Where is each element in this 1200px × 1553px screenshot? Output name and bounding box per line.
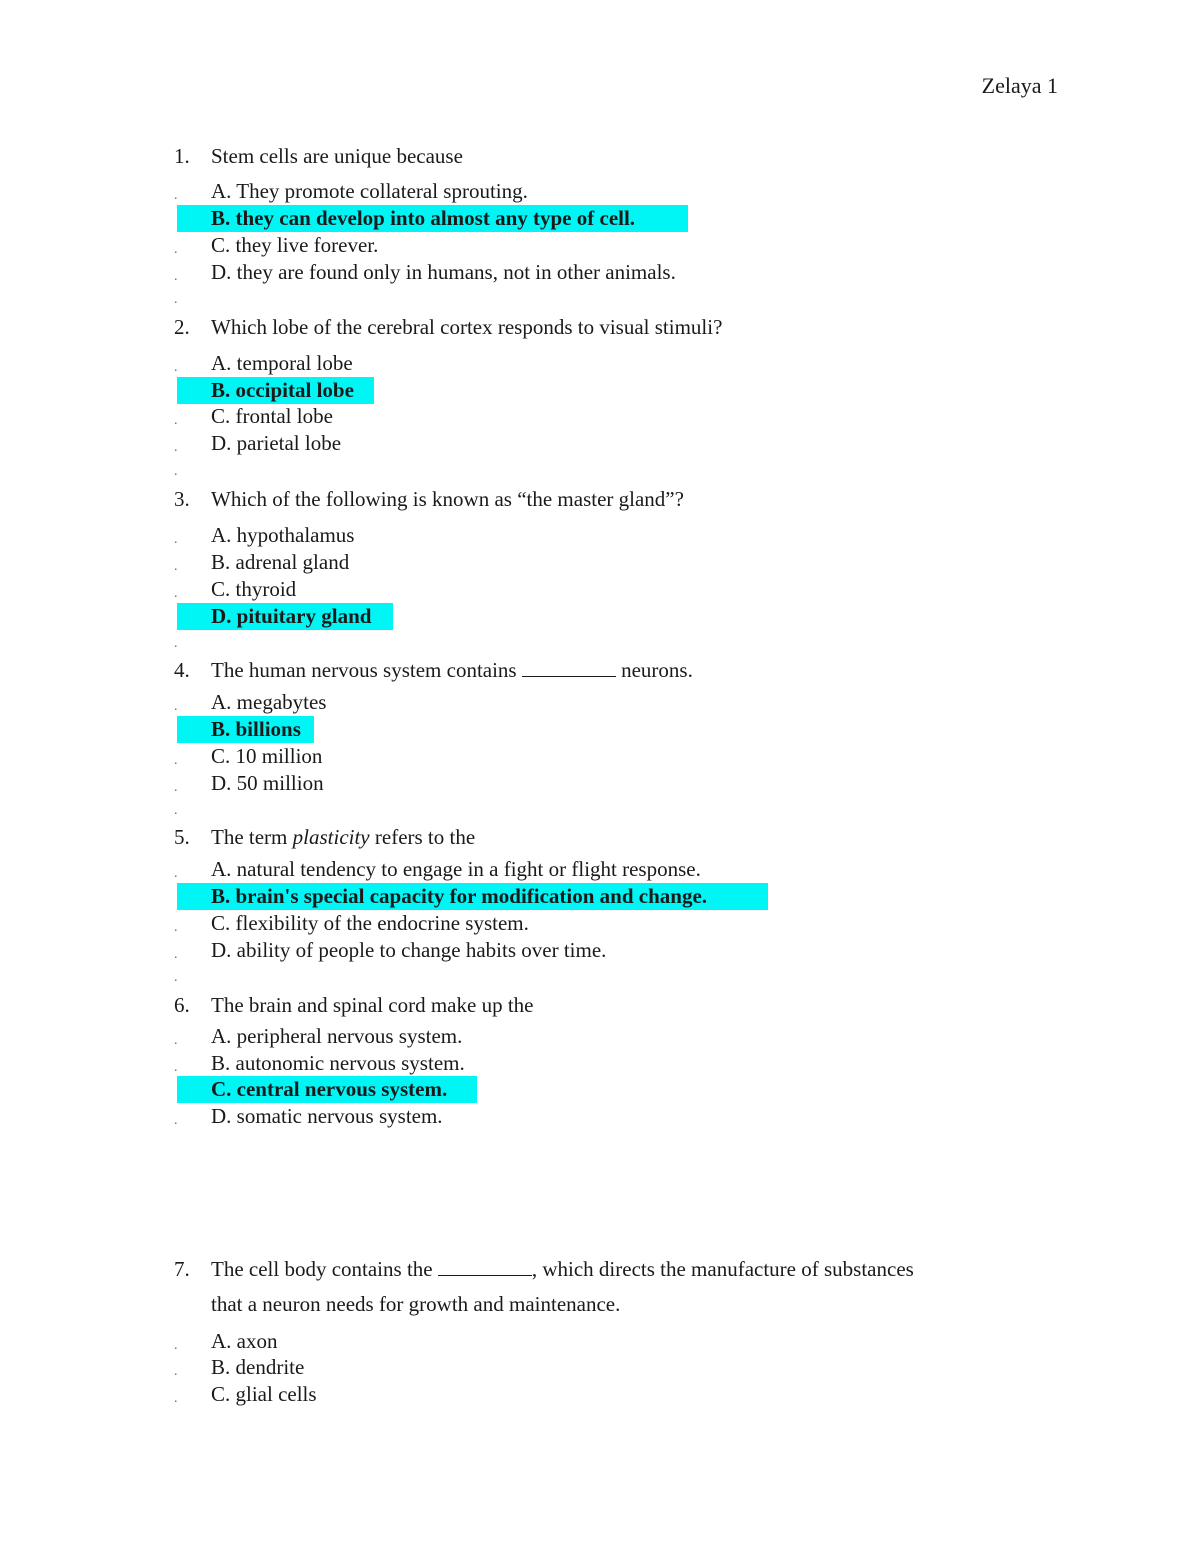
bullet-dot: .	[174, 920, 178, 935]
question-text: The cell body contains the , which directs the manufacture of substances	[211, 1257, 914, 1281]
bullet-dot: .	[174, 1060, 178, 1075]
question-number: 4.	[174, 658, 190, 682]
option-label: A. temporal lobe	[211, 351, 353, 375]
option-3c	[0, 576, 1200, 603]
option-label: A. peripheral nervous system.	[211, 1024, 463, 1048]
option-label: C. central nervous system.	[211, 1077, 448, 1101]
option-4d	[0, 770, 1200, 797]
option-6a	[0, 1023, 1200, 1050]
option-4a	[0, 689, 1200, 716]
answer-blank	[438, 1257, 532, 1276]
option-label: B. autonomic nervous system.	[211, 1051, 465, 1075]
question-text: The human nervous system contains neurons.	[211, 658, 693, 682]
option-2b-correct	[0, 377, 1200, 404]
option-label: C. thyroid	[211, 577, 297, 601]
question-number: 5.	[174, 825, 190, 849]
option-3b	[0, 549, 1200, 576]
bullet-dot: .	[174, 440, 178, 455]
bullet-dot: .	[174, 970, 178, 985]
option-label: C. glial cells	[211, 1382, 317, 1406]
option-label: D. somatic nervous system.	[211, 1104, 443, 1128]
bullet-dot: .	[174, 464, 178, 479]
bullet-dot: .	[174, 1364, 178, 1379]
option-4b-correct	[0, 716, 1200, 743]
option-6d	[0, 1103, 1200, 1130]
question-text: that a neuron needs for growth and maintenance.	[211, 1292, 621, 1316]
bullet-dot: .	[174, 586, 178, 601]
bullet-dot: .	[174, 360, 178, 375]
option-label: B. occipital lobe	[211, 378, 354, 402]
question-text: Which lobe of the cerebral cortex responds to visual stimuli?	[211, 315, 723, 339]
option-label: B. they can develop into almost any type of cell.	[211, 206, 636, 230]
question-text: Which of the following is known as “the master gland”?	[211, 487, 684, 511]
bullet-dot: .	[174, 242, 178, 257]
option-2a	[0, 350, 1200, 377]
question-number: 6.	[174, 993, 190, 1017]
option-label: B. adrenal gland	[211, 550, 350, 574]
option-label: C. 10 million	[211, 744, 323, 768]
question-text: The brain and spinal cord make up the	[211, 993, 534, 1017]
option-4c	[0, 743, 1200, 770]
option-5c	[0, 910, 1200, 937]
bullet-dot: .	[174, 188, 178, 203]
option-1b-correct	[0, 205, 1200, 232]
bullet-dot: .	[174, 559, 178, 574]
option-label: A. megabytes	[211, 690, 327, 714]
option-6c-correct	[0, 1076, 1200, 1103]
option-6b	[0, 1050, 1200, 1077]
option-7b	[0, 1354, 1200, 1381]
question-number: 1.	[174, 144, 190, 168]
option-label: A. They promote collateral sprouting.	[211, 179, 528, 203]
bullet-dot: .	[174, 413, 178, 428]
bullet-dot: .	[174, 947, 178, 962]
option-label: D. they are found only in humans, not in other animals.	[211, 260, 676, 284]
option-5d	[0, 937, 1200, 964]
option-5b-correct	[0, 883, 1200, 910]
bullet-dot: .	[174, 866, 178, 881]
question-number: 2.	[174, 315, 190, 339]
bullet-dot: .	[174, 780, 178, 795]
option-label: C. frontal lobe	[211, 404, 333, 428]
option-label: C. flexibility of the endocrine system.	[211, 911, 529, 935]
option-1c	[0, 232, 1200, 259]
option-label: B. dendrite	[211, 1355, 305, 1379]
bullet-dot: .	[174, 803, 178, 818]
bullet-dot: .	[174, 1391, 178, 1406]
option-label: B. brain's special capacity for modification and change.	[211, 884, 708, 908]
option-3d-correct	[0, 603, 1200, 630]
bullet-dot: .	[174, 1113, 178, 1128]
bullet-dot: .	[174, 1033, 178, 1048]
question-number: 7.	[174, 1257, 190, 1281]
option-label: D. parietal lobe	[211, 431, 342, 455]
option-label: C. they live forever.	[211, 233, 379, 257]
option-label: A. axon	[211, 1329, 278, 1353]
option-1d	[0, 259, 1200, 286]
option-3a	[0, 522, 1200, 549]
bullet-dot: .	[174, 753, 178, 768]
bullet-dot: .	[174, 532, 178, 547]
bullet-dot: .	[174, 1338, 178, 1353]
option-label: A. hypothalamus	[211, 523, 355, 547]
page-header: Zelaya 1	[981, 73, 1058, 98]
option-label: A. natural tendency to engage in a fight or flight response.	[211, 857, 701, 881]
option-label: B. billions	[211, 717, 301, 741]
option-2d	[0, 430, 1200, 457]
bullet-dot: .	[174, 699, 178, 714]
option-label: D. 50 million	[211, 771, 324, 795]
option-5a	[0, 856, 1200, 883]
option-label: D. pituitary gland	[211, 604, 372, 628]
option-7a	[0, 1328, 1200, 1355]
bullet-dot: .	[174, 636, 178, 651]
question-text: Stem cells are unique because	[211, 144, 463, 168]
bullet-dot: .	[174, 269, 178, 284]
question-number: 3.	[174, 487, 190, 511]
bullet-dot: .	[174, 292, 178, 307]
option-7c	[0, 1381, 1200, 1408]
question-text: The term plasticity refers to the	[211, 825, 476, 849]
option-2c	[0, 403, 1200, 430]
answer-blank	[522, 658, 616, 677]
option-label: D. ability of people to change habits over time.	[211, 938, 607, 962]
option-1a	[0, 178, 1200, 205]
